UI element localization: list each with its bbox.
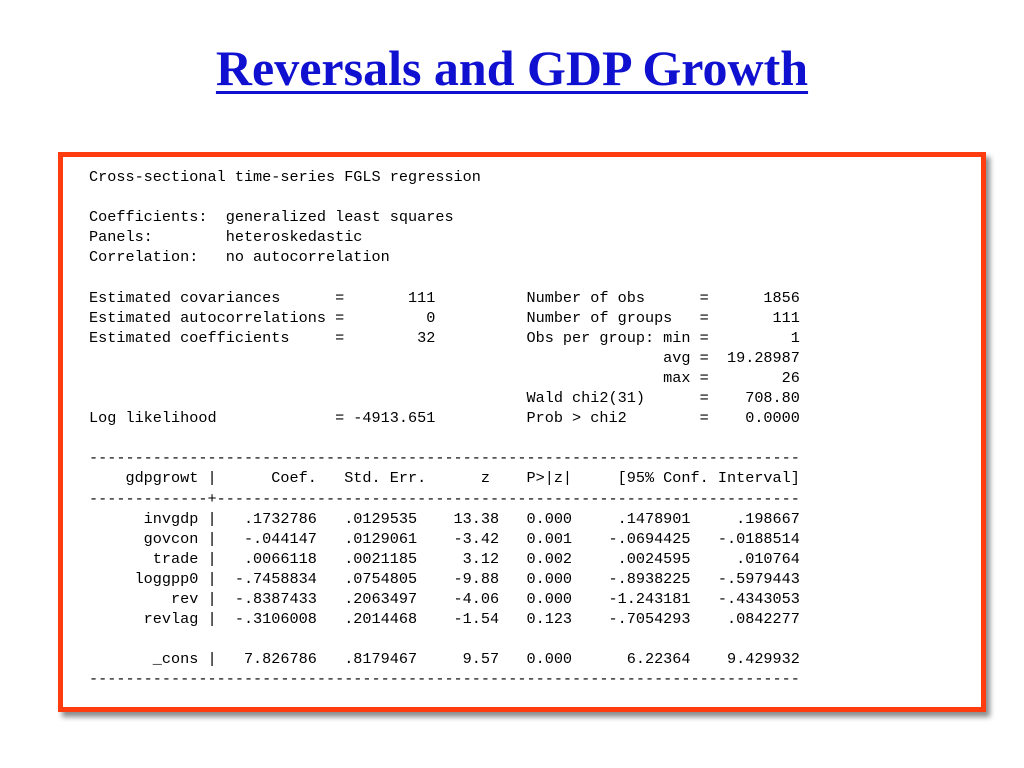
output-line: -------------+---------------------------------------------------------------- xyxy=(89,489,800,508)
output-line: ------------------------------------------------------------------------------ xyxy=(89,670,800,689)
regression-output-box xyxy=(58,152,986,712)
output-line: loggpp0 | -.7458834 .0754805 -9.88 0.000 -.8938225 -.5979443 xyxy=(89,569,800,588)
output-line: avg = 19.28987 xyxy=(89,348,800,367)
output-line: Estimated covariances = 111 Number of obs = 1856 xyxy=(89,288,800,307)
output-line: govcon | -.044147 .0129061 -3.42 0.001 -.0694425 -.0188514 xyxy=(89,529,800,548)
output-line: gdpgrowt | Coef. Std. Err. z P>|z| [95% Conf. Interval] xyxy=(89,469,800,488)
output-line: ------------------------------------------------------------------------------ xyxy=(89,449,800,468)
output-line: max = 26 xyxy=(89,368,800,387)
output-line: _cons | 7.826786 .8179467 9.57 0.000 6.22364 9.429932 xyxy=(89,650,800,669)
output-line: Estimated autocorrelations = 0 Number of groups = 111 xyxy=(89,308,800,327)
output-line xyxy=(89,187,800,207)
output-line: rev | -.8387433 .2063497 -4.06 0.000 -1.243181 -.4343053 xyxy=(89,589,800,608)
output-line: invgdp | .1732786 .0129535 13.38 0.000 .1478901 .198667 xyxy=(89,509,800,528)
output-line: Estimated coefficients = 32 Obs per group: min = 1 xyxy=(89,328,800,347)
output-line: revlag | -.3106008 .2014468 -1.54 0.123 -.7054293 .0842277 xyxy=(89,610,800,629)
output-line xyxy=(89,267,800,287)
output-line: Cross-sectional time-series FGLS regression xyxy=(89,168,481,186)
slide-title: Reversals and GDP Growth xyxy=(215,40,809,96)
output-line: trade | .0066118 .0021185 3.12 0.002 .0024595 .010764 xyxy=(89,549,800,568)
output-line xyxy=(89,629,800,649)
output-line: Correlation: no autocorrelation xyxy=(89,248,390,267)
output-line: Wald chi2(31) = 708.80 xyxy=(89,389,800,408)
output-line xyxy=(89,428,800,448)
output-line: Panels: heteroskedastic xyxy=(89,228,363,247)
output-line: Log likelihood = -4913.651 Prob > chi2 = 0.0000 xyxy=(89,409,800,428)
regression-output xyxy=(89,167,800,689)
output-line: Coefficients: generalized least squares xyxy=(89,208,454,227)
